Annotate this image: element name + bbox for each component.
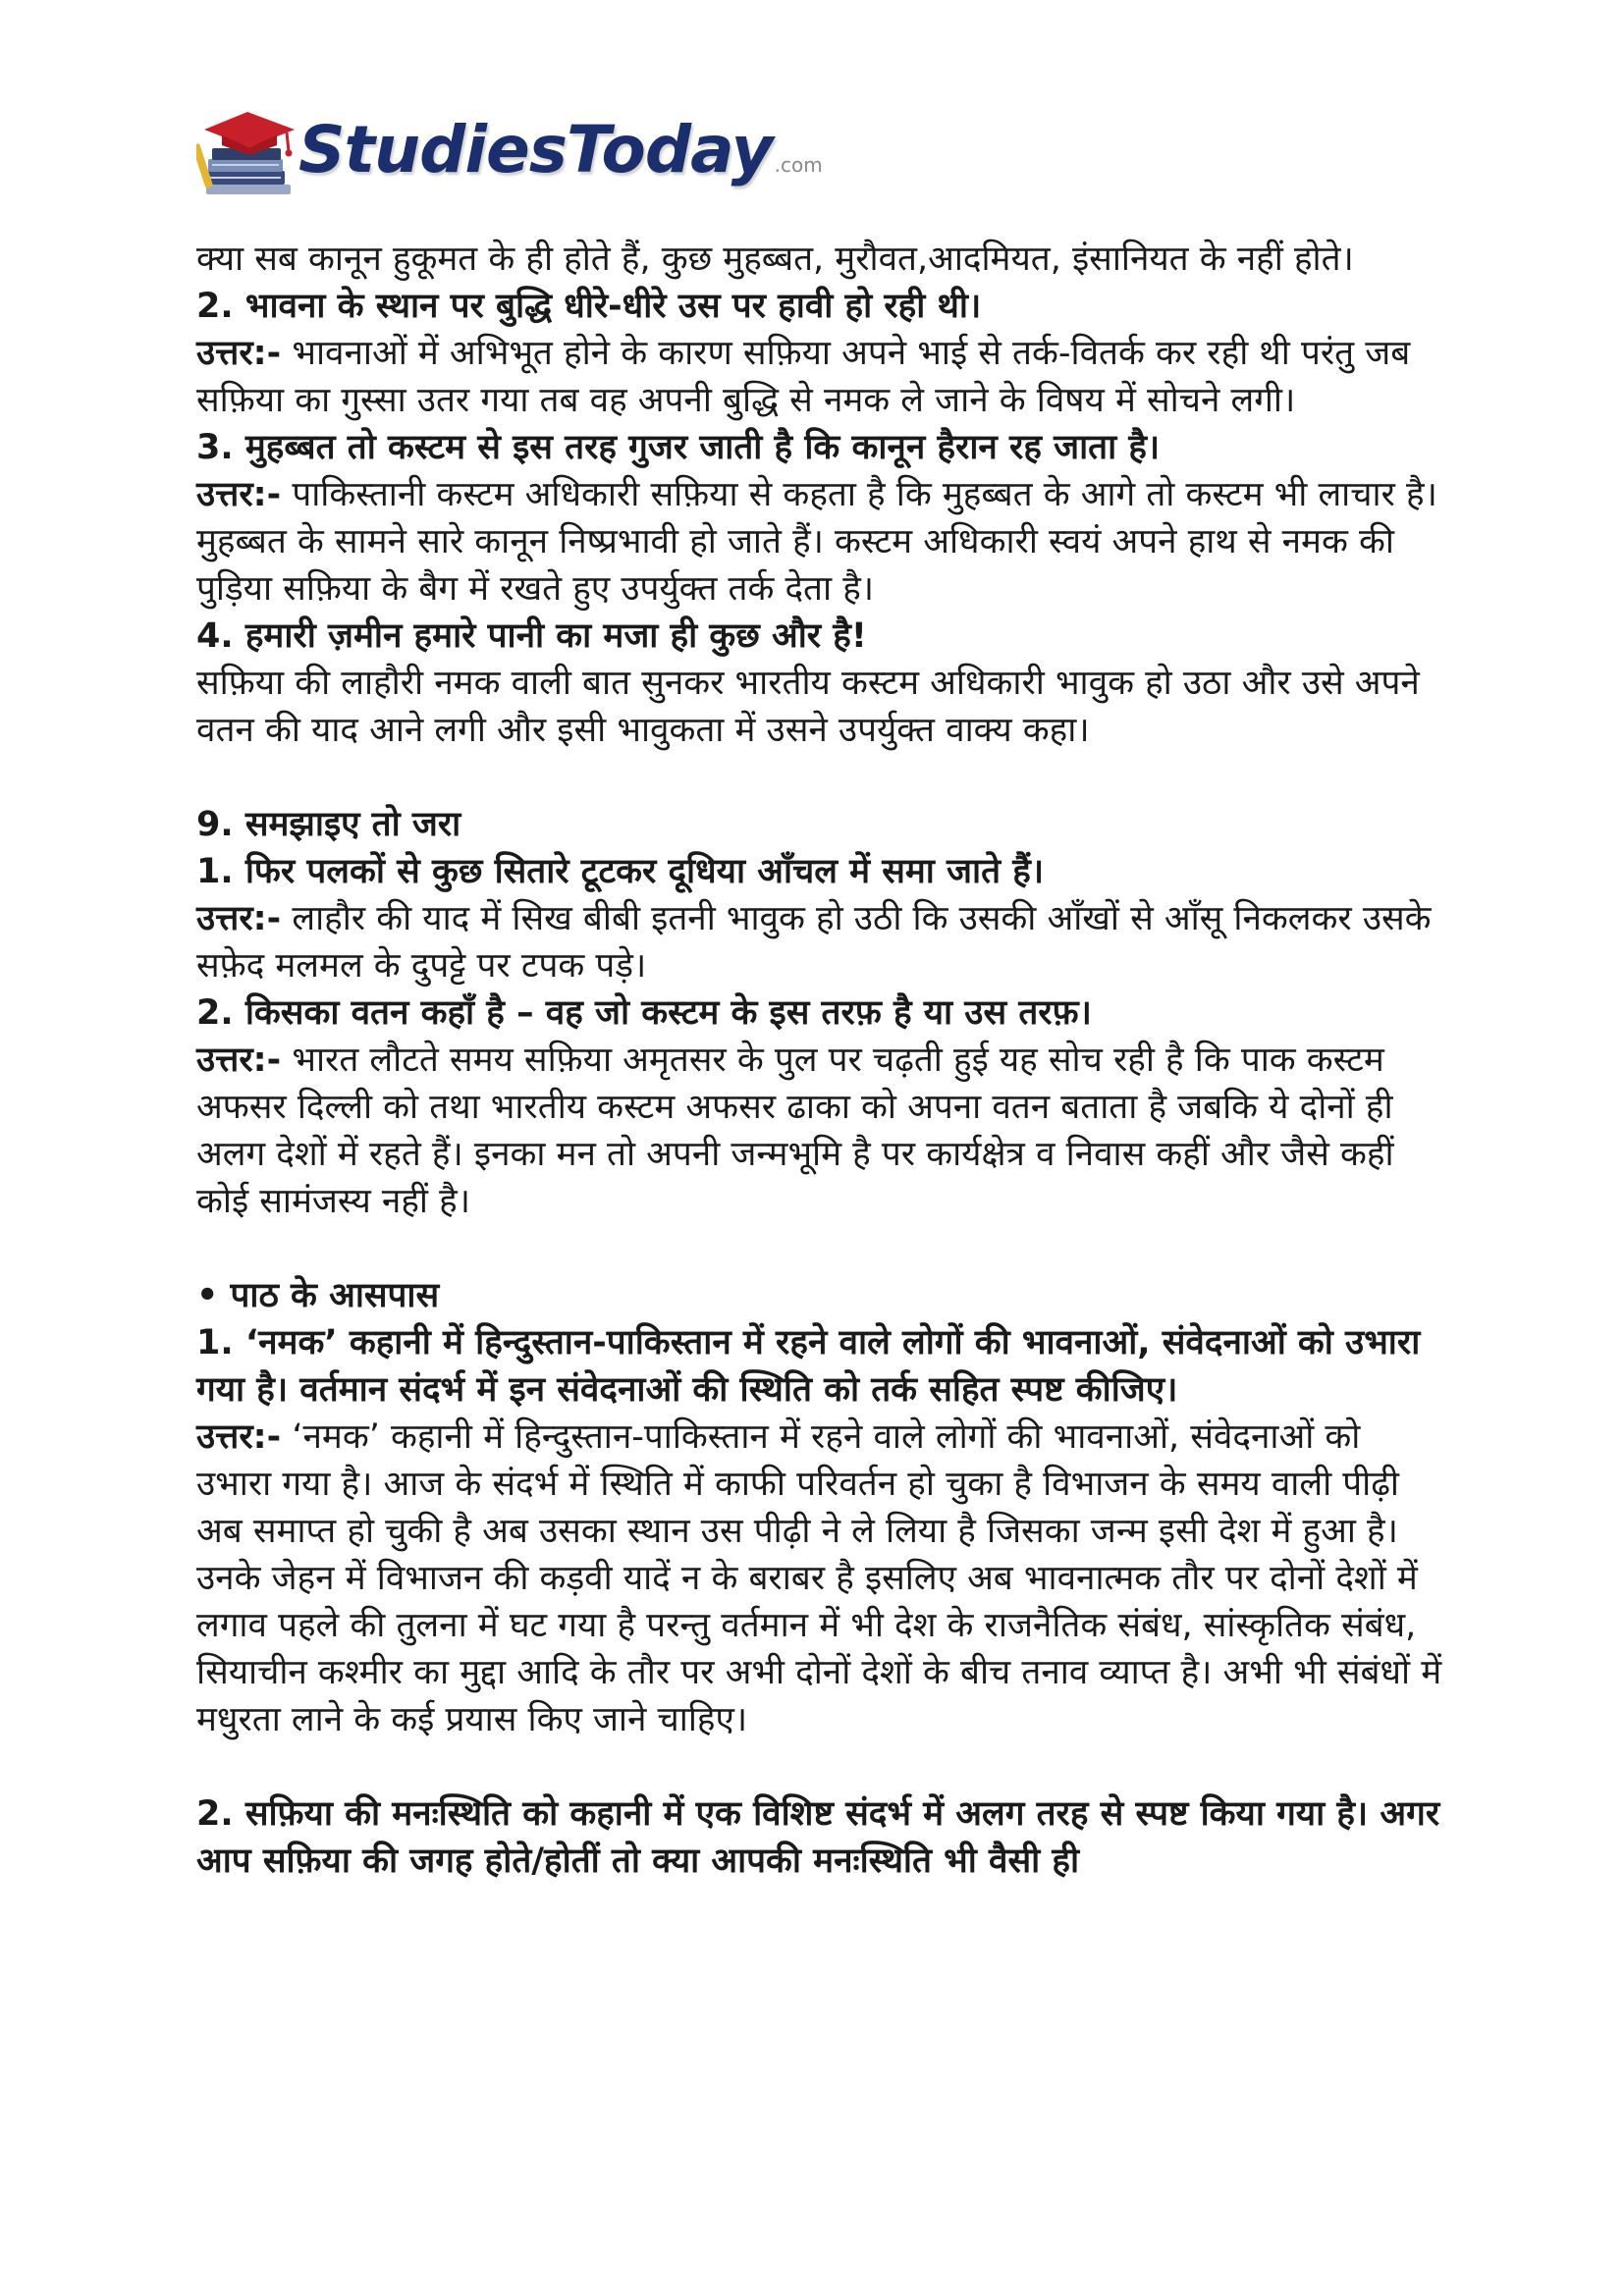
document-body [196,236,1443,1885]
section-9-answer-1 [196,895,1443,989]
intro-paragraph: क्या सब कानून हुकूमत के ही होते हैं, कुछ मुहब्बत, मुरौवत,आदमियत, इंसानियत के नहीं होते। [196,240,1354,279]
logo-name: StudiesToday [298,112,773,187]
books-graduation-cap-icon [196,106,302,204]
answer-4: सफ़िया की लाहौरी नमक वाली बात सुनकर भारतीय कस्टम अधिकारी भावुक हो उठा और उसे अपने वतन की याद आने लगी और इसी भावुकता में उसने उपर्युक्त वाक्य कहा। [196,664,1420,750]
section-around-title: • पाठ के आसपास [196,1276,440,1315]
question-2: 2. भावना के स्थान पर बुद्धि धीरे-धीरे उस पर हावी हो रही थी। [196,287,982,326]
answer-label: उत्तर:- [196,475,282,514]
answer-2 [196,330,1443,424]
spacer [196,754,1443,801]
answer-label: उत्तर:- [196,1417,282,1457]
around-question-1: 1. ‘नमक’ कहानी में हिन्दुस्तान-पाकिस्तान में रहने वाले लोगों की भावनाओं, संवेदनाओं को उभारा गया है। वर्तमान संदर्भ में इन संवेदनाओं की स्थिति को तर्क सहित स्पष्ट कीजिए। [196,1323,1421,1410]
section-9-title: 9. समझाइए तो जरा [196,805,461,844]
section-9-question-1: 1. फिर पलकों से कुछ सितारे टूटकर दूधिया आँचल में समा जाते हैं। [196,852,1045,891]
logo-wordmark [298,112,823,187]
spacer [196,1743,1443,1790]
section-9-answer-2 [196,1037,1443,1225]
around-answer-1 [196,1414,1443,1743]
section-9-question-2: 2. किसका वतन कहाँ है – वह जो कस्टम के इस तरफ़ है या उस तरफ़। [196,993,1092,1033]
question-4: 4. हमारी ज़मीन हमारे पानी का मजा ही कुछ और है! [196,616,867,656]
answer-text: पाकिस्तानी कस्टम अधिकारी सफ़िया से कहता है कि मुहब्बत के आगे तो कस्टम भी लाचार है। मुहब्बत के सामने सारे कानून निष्प्रभावी हो जाते हैं। कस्टम अधिकारी स्वयं अपने हाथ से नमक की पुड़िया सफ़िया के बैग में रखते हुए उपर्युक्त तर्क देता है। [196,475,1437,609]
question-3: 3. मुहब्बत तो कस्टम से इस तरह गुजर जाती है कि कानून हैरान रह जाता है। [196,428,1161,467]
answer-text: लाहौर की याद में सिख बीबी इतनी भावुक हो उठी कि उसकी आँखों से आँसू निकलकर उसके सफ़ेद मलमल के दुपट्टे पर टपक पड़े। [196,899,1432,986]
answer-3 [196,471,1443,613]
around-question-2: 2. सफ़िया की मनःस्थिति को कहानी में एक विशिष्ट संदर्भ में अलग तरह से स्पष्ट किया गया है। अगर आप सफ़िया की जगह होते/होतीं तो क्या आपकी मनःस्थिति भी वैसी ही [196,1794,1440,1881]
answer-text: भारत लौटते समय सफ़िया अमृतसर के पुल पर चढ़ती हुई यह सोच रही है कि पाक कस्टम अफसर दिल्ली को तथा भारतीय कस्टम अफसर ढाका को अपना वतन बताता है जबकि ये दोनों ही अलग देशों में रहते हैं। इनका मन तो अपनी जन्मभूमि है पर कार्यक्षेत्र व निवास कहीं और जैसे कहीं कोई सामंजस्य नहीं है। [196,1041,1394,1221]
answer-label: उत्तर:- [196,899,282,938]
answer-text: भावनाओं में अभिभूत होने के कारण सफ़िया अपने भाई से तर्क-वितर्क कर रही थी परंतु जब सफ़िया का गुस्सा उतर गया तब वह अपनी बुद्धि से नमक ले जाने के विषय में सोचने लगी। [196,334,1411,420]
logo-domain-suffix: .com [774,153,823,177]
answer-label: उत्तर:- [196,334,282,373]
spacer [196,1225,1443,1272]
answer-label: उत्तर:- [196,1041,282,1080]
answer-text: ‘नमक’ कहानी में हिन्दुस्तान-पाकिस्तान में रहने वाले लोगों की भावनाओं, संवेदनाओं को उभारा गया है। आज के संदर्भ में स्थिति में काफी परिवर्तन हो चुका है विभाजन के समय वाली पीढ़ी अब समाप्त हो चुकी है अब उसका स्थान उस पीढ़ी ने ले लिया है जिसका जन्म इसी देश में हुआ है। उनके जेहन में विभाजन की कड़वी यादें न के बराबर है इसलिए अब भावनात्मक तौर पर दोनों देशों में लगाव पहले की तुलना में घट गया है परन्तु वर्तमान में भी देश के राजनैतिक संबंध, सांस्कृतिक संबंध, सियाचीन कश्मीर का मुद्दा आदि के तौर पर अभी दोनों देशों के बीच तनाव व्याप्त है। अभी भी संबंधों में मधुरता लाने के कई प्रयास किए जाने चाहिए। [196,1417,1442,1739]
site-logo[interactable] [196,98,823,206]
